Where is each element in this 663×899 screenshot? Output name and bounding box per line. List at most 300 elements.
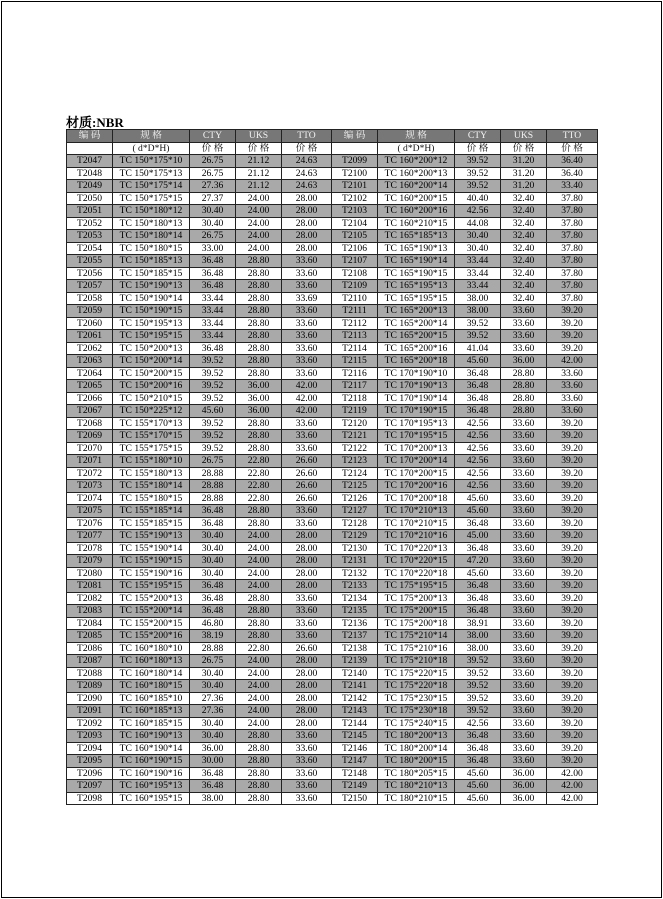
uks-price-cell: 32.40 xyxy=(501,280,547,293)
code-cell: T2087 xyxy=(67,655,113,668)
tto-price-cell: 33.60 xyxy=(282,505,332,518)
cty-price-cell: 36.48 xyxy=(455,580,501,593)
table-row xyxy=(67,442,598,455)
spec-cell: TC 160*195*15 xyxy=(113,792,190,805)
code-cell: T2059 xyxy=(67,305,113,318)
code-cell: T2123 xyxy=(332,455,378,468)
code-cell: T2051 xyxy=(67,205,113,218)
spec-cell: TC 160*200*13 xyxy=(378,167,455,180)
table-row xyxy=(67,417,598,430)
cty-price-cell: 36.48 xyxy=(455,742,501,755)
cty-price-cell: 45.60 xyxy=(455,567,501,580)
code-cell: T2144 xyxy=(332,717,378,730)
uks-price-cell: 36.00 xyxy=(501,767,547,780)
uks-price-cell: 33.60 xyxy=(501,580,547,593)
price-table xyxy=(66,129,598,805)
code-cell: T2081 xyxy=(67,580,113,593)
cty-price-cell: 30.40 xyxy=(190,717,236,730)
code-cell: T2149 xyxy=(332,780,378,793)
table-row xyxy=(67,705,598,718)
cty-price-cell: 26.75 xyxy=(190,230,236,243)
spec-cell: TC 155*180*13 xyxy=(113,467,190,480)
table-row xyxy=(67,605,598,618)
spec-cell: TC 165*190*14 xyxy=(378,255,455,268)
tto-price-cell: 33.60 xyxy=(282,767,332,780)
uks-price-cell: 33.60 xyxy=(501,692,547,705)
cty-price-cell: 36.48 xyxy=(190,780,236,793)
cty-price-cell: 30.40 xyxy=(190,667,236,680)
code-cell: T2072 xyxy=(67,467,113,480)
table-row xyxy=(67,380,598,393)
code-cell: T2075 xyxy=(67,505,113,518)
tto-price-cell: 33.60 xyxy=(547,405,598,418)
header-price: 价 格 xyxy=(547,142,598,155)
spec-cell: TC 170*195*13 xyxy=(378,417,455,430)
code-cell: T2089 xyxy=(67,680,113,693)
code-cell: T2140 xyxy=(332,667,378,680)
uks-price-cell: 33.60 xyxy=(501,480,547,493)
code-cell: T2115 xyxy=(332,355,378,368)
code-cell: T2076 xyxy=(67,517,113,530)
table-row xyxy=(67,517,598,530)
code-cell: T2096 xyxy=(67,767,113,780)
cty-price-cell: 36.48 xyxy=(190,605,236,618)
code-cell: T2107 xyxy=(332,255,378,268)
spec-cell: TC 165*200*14 xyxy=(378,317,455,330)
spec-cell: TC 170*200*16 xyxy=(378,480,455,493)
header-spec: 规 格 xyxy=(113,130,190,143)
uks-price-cell: 33.60 xyxy=(501,455,547,468)
tto-price-cell: 39.20 xyxy=(547,530,598,543)
cty-price-cell: 27.36 xyxy=(190,705,236,718)
header-row xyxy=(67,130,598,143)
uks-price-cell: 33.60 xyxy=(501,630,547,643)
code-cell: T2067 xyxy=(67,405,113,418)
spec-cell: TC 155*190*14 xyxy=(113,542,190,555)
uks-price-cell: 28.80 xyxy=(501,367,547,380)
tto-price-cell: 33.60 xyxy=(282,792,332,805)
uks-price-cell: 24.00 xyxy=(236,555,282,568)
spec-cell: TC 175*230*15 xyxy=(378,692,455,705)
cty-price-cell: 30.40 xyxy=(190,530,236,543)
uks-price-cell: 32.40 xyxy=(501,192,547,205)
spec-cell: TC 150*185*13 xyxy=(113,255,190,268)
spec-cell: TC 160*185*10 xyxy=(113,692,190,705)
spec-cell: TC 175*220*18 xyxy=(378,680,455,693)
spec-cell: TC 165*190*13 xyxy=(378,242,455,255)
tto-price-cell: 33.60 xyxy=(282,355,332,368)
header-price: 价 格 xyxy=(236,142,282,155)
code-cell: T2073 xyxy=(67,480,113,493)
code-cell: T2126 xyxy=(332,492,378,505)
code-cell: T2136 xyxy=(332,617,378,630)
tto-price-cell: 28.00 xyxy=(282,230,332,243)
code-cell: T2070 xyxy=(67,442,113,455)
table-row xyxy=(67,405,598,418)
uks-price-cell: 33.60 xyxy=(501,667,547,680)
tto-price-cell: 33.60 xyxy=(282,730,332,743)
table-row xyxy=(67,430,598,443)
spec-cell: TC 160*180*15 xyxy=(113,680,190,693)
spec-cell: TC 165*200*18 xyxy=(378,355,455,368)
table-row xyxy=(67,592,598,605)
spec-cell: TC 175*210*18 xyxy=(378,655,455,668)
table-row xyxy=(67,755,598,768)
cty-price-cell: 41.04 xyxy=(455,342,501,355)
table-row xyxy=(67,617,598,630)
cty-price-cell: 38.91 xyxy=(455,617,501,630)
code-cell: T2142 xyxy=(332,692,378,705)
cty-price-cell: 33.44 xyxy=(455,255,501,268)
code-cell: T2064 xyxy=(67,367,113,380)
table-row xyxy=(67,742,598,755)
table-row xyxy=(67,655,598,668)
spec-cell: TC 180*200*15 xyxy=(378,755,455,768)
spec-cell: TC 150*175*15 xyxy=(113,192,190,205)
code-cell: T2054 xyxy=(67,242,113,255)
cty-price-cell: 38.19 xyxy=(190,630,236,643)
spec-cell: TC 155*190*13 xyxy=(113,530,190,543)
uks-price-cell: 33.60 xyxy=(501,705,547,718)
table-row xyxy=(67,392,598,405)
tto-price-cell: 28.00 xyxy=(282,580,332,593)
cty-price-cell: 33.44 xyxy=(190,330,236,343)
tto-price-cell: 28.00 xyxy=(282,692,332,705)
table-row xyxy=(67,317,598,330)
tto-price-cell: 42.00 xyxy=(282,380,332,393)
table-row xyxy=(67,455,598,468)
code-cell: T2101 xyxy=(332,180,378,193)
cty-price-cell: 38.00 xyxy=(455,630,501,643)
spec-cell: TC 160*180*10 xyxy=(113,642,190,655)
uks-price-cell: 28.80 xyxy=(236,755,282,768)
uks-price-cell: 32.40 xyxy=(501,255,547,268)
spec-cell: TC 160*195*13 xyxy=(113,780,190,793)
tto-price-cell: 26.60 xyxy=(282,480,332,493)
spec-cell: TC 175*240*15 xyxy=(378,717,455,730)
code-cell: T2118 xyxy=(332,392,378,405)
uks-price-cell: 33.60 xyxy=(501,467,547,480)
spec-cell: TC 155*200*14 xyxy=(113,605,190,618)
table-row xyxy=(67,767,598,780)
code-cell: T2053 xyxy=(67,230,113,243)
spec-cell: TC 150*200*16 xyxy=(113,380,190,393)
code-cell: T2111 xyxy=(332,305,378,318)
spec-cell: TC 155*175*15 xyxy=(113,442,190,455)
uks-price-cell: 36.00 xyxy=(236,405,282,418)
spec-cell: TC 175*230*18 xyxy=(378,705,455,718)
header-spec-sub: ( d*D*H) xyxy=(378,142,455,155)
uks-price-cell: 33.60 xyxy=(501,592,547,605)
code-cell: T2063 xyxy=(67,355,113,368)
cty-price-cell: 42.56 xyxy=(455,467,501,480)
spec-cell: TC 170*190*13 xyxy=(378,380,455,393)
uks-price-cell: 33.60 xyxy=(501,567,547,580)
cty-price-cell: 26.75 xyxy=(190,167,236,180)
code-cell: T2074 xyxy=(67,492,113,505)
table-row xyxy=(67,492,598,505)
uks-price-cell: 24.00 xyxy=(236,680,282,693)
spec-cell: TC 165*200*16 xyxy=(378,342,455,355)
tto-price-cell: 28.00 xyxy=(282,192,332,205)
code-cell: T2100 xyxy=(332,167,378,180)
spec-cell: TC 155*170*15 xyxy=(113,430,190,443)
tto-price-cell: 39.20 xyxy=(547,305,598,318)
tto-price-cell: 33.60 xyxy=(282,342,332,355)
uks-price-cell: 28.80 xyxy=(236,330,282,343)
cty-price-cell: 44.08 xyxy=(455,217,501,230)
cty-price-cell: 38.00 xyxy=(190,792,236,805)
code-cell: T2129 xyxy=(332,530,378,543)
uks-price-cell: 33.60 xyxy=(501,642,547,655)
uks-price-cell: 31.20 xyxy=(501,167,547,180)
uks-price-cell: 28.80 xyxy=(236,317,282,330)
tto-price-cell: 33.60 xyxy=(282,442,332,455)
header-blank xyxy=(67,142,113,155)
code-cell: T2108 xyxy=(332,267,378,280)
cty-price-cell: 30.40 xyxy=(190,217,236,230)
spec-cell: TC 150*185*15 xyxy=(113,267,190,280)
uks-price-cell: 31.20 xyxy=(501,155,547,168)
uks-price-cell: 24.00 xyxy=(236,567,282,580)
code-cell: T2047 xyxy=(67,155,113,168)
uks-price-cell: 28.80 xyxy=(236,517,282,530)
spec-cell: TC 150*210*15 xyxy=(113,392,190,405)
spec-cell: TC 170*200*18 xyxy=(378,492,455,505)
code-cell: T2131 xyxy=(332,555,378,568)
code-cell: T2132 xyxy=(332,567,378,580)
tto-price-cell: 39.20 xyxy=(547,580,598,593)
tto-price-cell: 36.40 xyxy=(547,167,598,180)
tto-price-cell: 39.20 xyxy=(547,567,598,580)
spec-cell: TC 170*195*15 xyxy=(378,430,455,443)
spec-cell: TC 165*200*13 xyxy=(378,305,455,318)
cty-price-cell: 39.52 xyxy=(455,705,501,718)
uks-price-cell: 24.00 xyxy=(236,205,282,218)
tto-price-cell: 33.60 xyxy=(282,367,332,380)
code-cell: T2083 xyxy=(67,605,113,618)
code-cell: T2139 xyxy=(332,655,378,668)
tto-price-cell: 33.60 xyxy=(282,430,332,443)
cty-price-cell: 30.40 xyxy=(455,242,501,255)
uks-price-cell: 28.80 xyxy=(236,355,282,368)
tto-price-cell: 37.80 xyxy=(547,217,598,230)
tto-price-cell: 39.20 xyxy=(547,667,598,680)
tto-price-cell: 37.80 xyxy=(547,242,598,255)
code-cell: T2147 xyxy=(332,755,378,768)
uks-price-cell: 24.00 xyxy=(236,717,282,730)
tto-price-cell: 28.00 xyxy=(282,705,332,718)
tto-price-cell: 28.00 xyxy=(282,530,332,543)
spec-cell: TC 150*175*14 xyxy=(113,180,190,193)
cty-price-cell: 26.75 xyxy=(190,655,236,668)
spec-cell: TC 175*200*18 xyxy=(378,617,455,630)
spec-cell: TC 160*200*14 xyxy=(378,180,455,193)
uks-price-cell: 28.80 xyxy=(236,780,282,793)
cty-price-cell: 38.00 xyxy=(455,292,501,305)
code-cell: T2052 xyxy=(67,217,113,230)
cty-price-cell: 33.44 xyxy=(190,317,236,330)
tto-price-cell: 33.60 xyxy=(282,305,332,318)
tto-price-cell: 33.60 xyxy=(547,367,598,380)
cty-price-cell: 39.52 xyxy=(190,355,236,368)
uks-price-cell: 28.80 xyxy=(236,742,282,755)
cty-price-cell: 42.56 xyxy=(455,717,501,730)
tto-price-cell: 39.20 xyxy=(547,555,598,568)
table-row xyxy=(67,467,598,480)
code-cell: T2082 xyxy=(67,592,113,605)
cty-price-cell: 39.52 xyxy=(455,680,501,693)
cty-price-cell: 33.44 xyxy=(455,280,501,293)
code-cell: T2061 xyxy=(67,330,113,343)
table-row xyxy=(67,330,598,343)
uks-price-cell: 24.00 xyxy=(236,192,282,205)
header-price: 价 格 xyxy=(282,142,332,155)
tto-price-cell: 37.80 xyxy=(547,292,598,305)
cty-price-cell: 36.48 xyxy=(190,505,236,518)
uks-price-cell: 33.60 xyxy=(501,530,547,543)
spec-cell: TC 175*210*14 xyxy=(378,630,455,643)
tto-price-cell: 42.00 xyxy=(282,405,332,418)
spec-cell: TC 180*210*15 xyxy=(378,792,455,805)
cty-price-cell: 45.60 xyxy=(455,355,501,368)
uks-price-cell: 33.60 xyxy=(501,755,547,768)
cty-price-cell: 45.60 xyxy=(455,492,501,505)
header-uks: UKS xyxy=(236,130,282,143)
spec-cell: TC 165*195*13 xyxy=(378,280,455,293)
tto-price-cell: 39.20 xyxy=(547,617,598,630)
spec-cell: TC 180*210*13 xyxy=(378,780,455,793)
uks-price-cell: 33.60 xyxy=(501,505,547,518)
tto-price-cell: 39.20 xyxy=(547,730,598,743)
uks-price-cell: 21.12 xyxy=(236,180,282,193)
tto-price-cell: 42.00 xyxy=(547,767,598,780)
spec-cell: TC 155*180*14 xyxy=(113,480,190,493)
uks-price-cell: 28.80 xyxy=(236,505,282,518)
cty-price-cell: 36.48 xyxy=(190,342,236,355)
code-cell: T2091 xyxy=(67,705,113,718)
cty-price-cell: 36.48 xyxy=(455,405,501,418)
tto-price-cell: 33.60 xyxy=(282,417,332,430)
spec-cell: TC 155*190*16 xyxy=(113,567,190,580)
tto-price-cell: 37.80 xyxy=(547,192,598,205)
uks-price-cell: 28.80 xyxy=(236,792,282,805)
code-cell: T2112 xyxy=(332,317,378,330)
table-row xyxy=(67,580,598,593)
spec-cell: TC 170*190*10 xyxy=(378,367,455,380)
header-price: 价 格 xyxy=(455,142,501,155)
uks-price-cell: 33.60 xyxy=(501,730,547,743)
uks-price-cell: 21.12 xyxy=(236,155,282,168)
cty-price-cell: 45.60 xyxy=(455,505,501,518)
tto-price-cell: 39.20 xyxy=(547,630,598,643)
spec-cell: TC 160*180*13 xyxy=(113,655,190,668)
cty-price-cell: 36.48 xyxy=(190,580,236,593)
tto-price-cell: 39.20 xyxy=(547,455,598,468)
code-cell: T2121 xyxy=(332,430,378,443)
tto-price-cell: 28.00 xyxy=(282,655,332,668)
code-cell: T2055 xyxy=(67,255,113,268)
table-row xyxy=(67,717,598,730)
code-cell: T2106 xyxy=(332,242,378,255)
spec-cell: TC 170*210*15 xyxy=(378,517,455,530)
code-cell: T2137 xyxy=(332,630,378,643)
cty-price-cell: 39.52 xyxy=(455,180,501,193)
spec-cell: TC 160*190*15 xyxy=(113,755,190,768)
tto-price-cell: 37.80 xyxy=(547,230,598,243)
uks-price-cell: 28.80 xyxy=(236,592,282,605)
tto-price-cell: 33.60 xyxy=(547,380,598,393)
cty-price-cell: 36.48 xyxy=(190,592,236,605)
uks-price-cell: 28.80 xyxy=(236,292,282,305)
code-cell: T2048 xyxy=(67,167,113,180)
code-cell: T2113 xyxy=(332,330,378,343)
code-cell: T2109 xyxy=(332,280,378,293)
header-tto: TTO xyxy=(547,130,598,143)
spec-cell: TC 175*195*15 xyxy=(378,580,455,593)
uks-price-cell: 24.00 xyxy=(236,242,282,255)
code-cell: T2125 xyxy=(332,480,378,493)
spec-cell: TC 170*190*15 xyxy=(378,405,455,418)
tto-price-cell: 42.00 xyxy=(282,392,332,405)
tto-price-cell: 39.20 xyxy=(547,317,598,330)
spec-cell: TC 150*200*13 xyxy=(113,342,190,355)
uks-price-cell: 22.80 xyxy=(236,455,282,468)
uks-price-cell: 24.00 xyxy=(236,542,282,555)
table-row xyxy=(67,280,598,293)
uks-price-cell: 28.80 xyxy=(236,267,282,280)
code-cell: T2068 xyxy=(67,417,113,430)
tto-price-cell: 42.00 xyxy=(547,355,598,368)
cty-price-cell: 39.52 xyxy=(190,442,236,455)
spec-cell: TC 170*200*13 xyxy=(378,442,455,455)
code-cell: T2080 xyxy=(67,567,113,580)
table-row xyxy=(67,630,598,643)
code-cell: T2062 xyxy=(67,342,113,355)
cty-price-cell: 30.40 xyxy=(190,542,236,555)
cty-price-cell: 36.48 xyxy=(190,517,236,530)
code-cell: T2146 xyxy=(332,742,378,755)
uks-price-cell: 28.80 xyxy=(236,342,282,355)
spec-cell: TC 160*200*15 xyxy=(378,192,455,205)
tto-price-cell: 39.20 xyxy=(547,517,598,530)
uks-price-cell: 28.80 xyxy=(236,417,282,430)
tto-price-cell: 39.20 xyxy=(547,417,598,430)
tto-price-cell: 37.80 xyxy=(547,255,598,268)
material-label: 材质:NBR xyxy=(66,115,124,130)
spec-cell: TC 150*225*12 xyxy=(113,405,190,418)
tto-price-cell: 39.20 xyxy=(547,742,598,755)
spec-cell: TC 160*190*13 xyxy=(113,730,190,743)
tto-price-cell: 28.00 xyxy=(282,242,332,255)
uks-price-cell: 24.00 xyxy=(236,530,282,543)
code-cell: T2124 xyxy=(332,467,378,480)
spec-cell: TC 150*200*14 xyxy=(113,355,190,368)
spec-cell: TC 170*220*13 xyxy=(378,542,455,555)
cty-price-cell: 36.48 xyxy=(455,755,501,768)
uks-price-cell: 28.80 xyxy=(236,730,282,743)
code-cell: T2094 xyxy=(67,742,113,755)
spec-cell: TC 150*190*15 xyxy=(113,305,190,318)
table-row xyxy=(67,267,598,280)
spec-cell: TC 155*190*15 xyxy=(113,555,190,568)
code-cell: T2078 xyxy=(67,542,113,555)
cty-price-cell: 39.52 xyxy=(455,655,501,668)
tto-price-cell: 39.20 xyxy=(547,467,598,480)
uks-price-cell: 22.80 xyxy=(236,642,282,655)
uks-price-cell: 32.40 xyxy=(501,205,547,218)
code-cell: T2065 xyxy=(67,380,113,393)
